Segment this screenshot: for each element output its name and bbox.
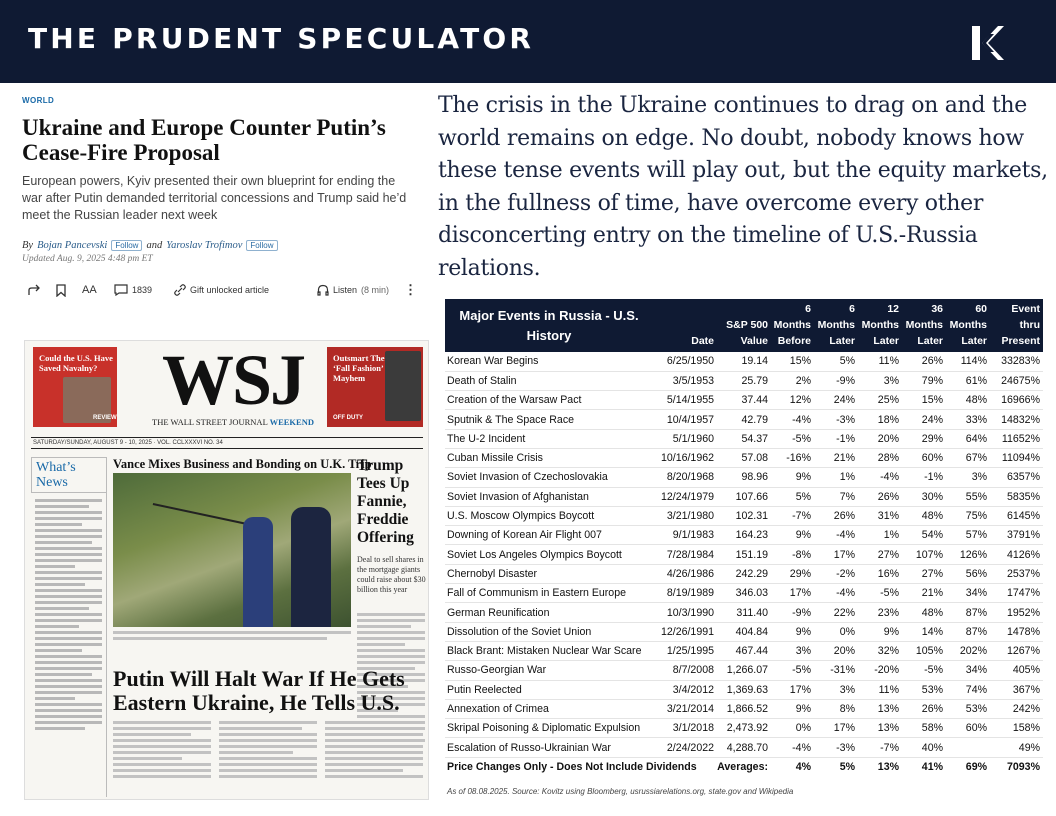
change-6m-later: -2% [814,564,858,583]
sp500-value: 19.14 [717,352,771,371]
story-vance-head: Vance Mixes Business and Bonding on U.K. Trip [113,457,372,471]
change-12m-later: 28% [858,448,902,467]
event-date: 3/21/2014 [653,699,717,718]
teaser-left-tag: REVIEW [93,415,117,421]
sp500-value: 1,369.63 [717,680,771,699]
avg-36m-later: 41% [902,757,946,776]
col-header-6m-later: 6 Months Later [814,299,858,352]
change-12m-later: 31% [858,506,902,525]
sp500-value: 151.19 [717,545,771,564]
event-name: Black Brant: Mistaken Nuclear War Scare [445,641,653,660]
change-36m-later: 105% [902,641,946,660]
byline [22,240,422,251]
gift-label: Gift unlocked article [190,285,270,295]
teaser-left-text: Could the U.S. Have Saved Navalny? [39,353,113,373]
event-name: Fall of Communism in Eastern Europe [445,584,653,603]
change-6m-later: -4% [814,526,858,545]
wsj-masthead: WSJ [161,340,305,420]
commentary-text: The crisis in the Ukraine continues to drag on and the world remains on edge. No doubt, nobody knows how these tense events will play out, but the equity markets, in the fullness of time, have overcome every other disconcerting entry on the timeline of U.S.-Russia relations. [438,93,1048,281]
change-thru-present: 2537% [990,564,1043,583]
change-60m-later: 126% [946,545,990,564]
change-thru-present: 6357% [990,468,1043,487]
event-date: 10/16/1962 [653,448,717,467]
photo-person-1 [243,517,273,627]
change-thru-present: 242% [990,699,1043,718]
article-headline: Ukraine and Europe Counter Putin’s Cease-Fire Proposal [22,115,386,165]
change-6m-before: 17% [771,584,814,603]
change-thru-present: 16966% [990,391,1043,410]
footer-note: Price Changes Only - Does Not Include Dividends [445,757,653,776]
event-name: Creation of the Warsaw Pact [445,391,653,410]
teaser-right-photo [385,351,421,421]
change-12m-later: 13% [858,719,902,738]
article-dek: European powers, Kyiv presented their own blueprint for ending the war after Putin demanded territorial concessions and Trump said he’d meet the Russian leader next week [22,174,407,222]
teaser-right-text: Outsmart The ‘Fall Fashion’ Mayhem [333,353,385,383]
change-60m-later: 60% [946,719,990,738]
listen-duration: (8 min) [361,285,390,295]
change-12m-later: -7% [858,738,902,757]
change-12m-later: 11% [858,680,902,699]
change-6m-before: 15% [771,352,814,371]
story-fannie-head: Trump Tees Up Fannie, Freddie Offering [357,457,414,546]
sp500-value: 4,288.70 [717,738,771,757]
table-row [445,448,1043,467]
change-36m-later: 27% [902,564,946,583]
change-12m-later: 11% [858,352,902,371]
table-row [445,506,1043,525]
change-6m-later: 7% [814,487,858,506]
sp500-value: 2,473.92 [717,719,771,738]
sp500-value: 467.44 [717,641,771,660]
change-12m-later: -20% [858,661,902,680]
table-row [445,641,1043,660]
avg-12m-later: 13% [858,757,902,776]
change-6m-before: -4% [771,410,814,429]
event-name: Soviet Invasion of Afghanistan [445,487,653,506]
change-36m-later: -1% [902,468,946,487]
change-36m-later: 54% [902,526,946,545]
link-icon [174,284,186,296]
change-6m-later: 26% [814,506,858,525]
teaser-fashion [327,347,423,427]
change-6m-before: 9% [771,699,814,718]
follow-button-2[interactable]: Follow [246,240,277,251]
teaser-navalny [33,347,117,427]
change-60m-later: 57% [946,526,990,545]
change-6m-later: -9% [814,371,858,390]
photo-caption [113,631,351,643]
table-row [445,391,1043,410]
change-36m-later: 48% [902,506,946,525]
whats-news-title: What’s News [31,457,106,493]
table-header-row [445,299,1043,352]
col-header-6m-before: 6 Months Before [771,299,814,352]
masthead-subtitle [143,417,323,427]
change-12m-later: 26% [858,487,902,506]
event-date: 6/25/1950 [653,352,717,371]
table-row [445,738,1043,757]
follow-button-1[interactable]: Follow [111,240,142,251]
comment-icon [114,284,128,296]
change-6m-before: 5% [771,487,814,506]
change-6m-later: 17% [814,719,858,738]
change-60m-later: 48% [946,391,990,410]
change-thru-present: 405% [990,661,1043,680]
more-options-icon[interactable]: ⋮ [404,282,417,297]
change-6m-before: -16% [771,448,814,467]
change-60m-later: 55% [946,487,990,506]
change-12m-later: 20% [858,429,902,448]
change-12m-later: 32% [858,641,902,660]
event-date: 3/1/2018 [653,719,717,738]
table-row [445,680,1043,699]
change-6m-before: -5% [771,429,814,448]
table-row [445,371,1043,390]
change-6m-before: 0% [771,719,814,738]
masthead-weekend: WEEKEND [269,417,314,427]
sp500-value: 98.96 [717,468,771,487]
sp500-value: 37.44 [717,391,771,410]
kovitz-logo-icon [970,24,1006,62]
change-36m-later: 48% [902,603,946,622]
change-60m-later: 34% [946,584,990,603]
event-name: Downing of Korean Air Flight 007 [445,526,653,545]
change-6m-later: 5% [814,352,858,371]
avg-6m-later: 5% [814,757,858,776]
table-row [445,352,1043,371]
story-putin-text [113,721,423,797]
change-36m-later: 79% [902,371,946,390]
change-36m-later: 15% [902,391,946,410]
sp500-value: 404.84 [717,622,771,641]
change-36m-later: 107% [902,545,946,564]
table-row [445,545,1043,564]
event-date: 8/7/2008 [653,661,717,680]
change-6m-before: 2% [771,371,814,390]
table-row [445,526,1043,545]
event-name: Korean War Begins [445,352,653,371]
event-name: The U-2 Incident [445,429,653,448]
masthead-name: THE WALL STREET JOURNAL [152,417,268,427]
event-date: 10/4/1957 [653,410,717,429]
whats-news-column [31,457,107,797]
article-toolbar [22,280,417,300]
bookmark-icon[interactable] [56,284,66,297]
change-6m-later: 20% [814,641,858,660]
table-row [445,410,1043,429]
change-6m-before: -5% [771,661,814,680]
change-6m-before: -8% [771,545,814,564]
table-row [445,719,1043,738]
change-12m-later: 25% [858,391,902,410]
dateline: SATURDAY/SUNDAY, AUGUST 9 - 10, 2025 · VOL. CCLXXXVI NO. 34 [31,437,423,449]
sp500-value: 1,866.52 [717,699,771,718]
listen-button[interactable] [317,284,389,296]
events-table [445,299,1043,776]
change-60m-later: 64% [946,429,990,448]
event-date: 4/26/1986 [653,564,717,583]
change-60m-later [946,738,990,757]
event-name: Dissolution of the Soviet Union [445,622,653,641]
event-name: Sputnik & The Space Race [445,410,653,429]
change-thru-present: 11094% [990,448,1043,467]
event-date: 10/3/1990 [653,603,717,622]
change-thru-present: 5835% [990,487,1043,506]
change-6m-later: -1% [814,429,858,448]
change-12m-later: 16% [858,564,902,583]
photo-person-2 [291,507,331,627]
avg-60m-later: 69% [946,757,990,776]
change-thru-present: 33283% [990,352,1043,371]
change-60m-later: 67% [946,448,990,467]
change-36m-later: 26% [902,352,946,371]
change-12m-later: 27% [858,545,902,564]
change-6m-later: 3% [814,680,858,699]
change-36m-later: 14% [902,622,946,641]
change-6m-before: 3% [771,641,814,660]
comments-button[interactable] [114,284,152,296]
event-date: 2/24/2022 [653,738,717,757]
change-12m-later: 1% [858,526,902,545]
event-date: 3/4/2012 [653,680,717,699]
change-60m-later: 75% [946,506,990,525]
table-row [445,603,1043,622]
event-date: 5/14/1955 [653,391,717,410]
brand-title: THE PRUDENT SPECULATOR [28,22,535,55]
sp500-value: 102.31 [717,506,771,525]
change-6m-later: 21% [814,448,858,467]
event-date: 8/19/1989 [653,584,717,603]
table-title: Major Events in Russia - U.S. History [445,299,653,352]
change-6m-later: -4% [814,584,858,603]
table-row [445,584,1043,603]
change-60m-later: 87% [946,622,990,641]
change-36m-later: 21% [902,584,946,603]
change-60m-later: 3% [946,468,990,487]
change-6m-later: 22% [814,603,858,622]
updated-timestamp: Updated Aug. 9, 2025 4:48 pm ET [22,254,153,264]
event-name: Soviet Los Angeles Olympics Boycott [445,545,653,564]
event-name: Russo-Georgian War [445,661,653,680]
sp500-value: 242.29 [717,564,771,583]
change-12m-later: -5% [858,584,902,603]
table-row [445,429,1043,448]
event-date: 12/24/1979 [653,487,717,506]
change-36m-later: 30% [902,487,946,506]
table-footer-row [445,757,1043,776]
table-row [445,699,1043,718]
byline-and: and [146,240,163,251]
col-header-60m-later: 60 Months Later [946,299,990,352]
col-header-12m-later: 12 Months Later [858,299,902,352]
sp500-value: 42.79 [717,410,771,429]
event-date: 8/20/1968 [653,468,717,487]
event-date: 12/26/1991 [653,622,717,641]
event-name: Annexation of Crimea [445,699,653,718]
avg-thru-present: 7093% [990,757,1043,776]
event-date: 5/1/1960 [653,429,717,448]
change-thru-present: 1952% [990,603,1043,622]
change-12m-later: 9% [858,622,902,641]
event-name: Escalation of Russo-Ukrainian War [445,738,653,757]
sp500-value: 1,266.07 [717,661,771,680]
change-36m-later: 40% [902,738,946,757]
listen-label: Listen [333,285,358,295]
author-link-1[interactable]: Bojan Pancevski [37,240,108,251]
table-row [445,622,1043,641]
change-thru-present: 4126% [990,545,1043,564]
event-date: 3/21/1980 [653,506,717,525]
col-header-date: Date [653,299,717,352]
article-panel [22,96,422,297]
change-thru-present: 11652% [990,429,1043,448]
sp500-value: 164.23 [717,526,771,545]
sp500-value: 54.37 [717,429,771,448]
event-name: Death of Stalin [445,371,653,390]
col-header-36m-later: 36 Months Later [902,299,946,352]
change-6m-later: -3% [814,738,858,757]
change-60m-later: 61% [946,371,990,390]
change-60m-later: 87% [946,603,990,622]
change-60m-later: 34% [946,661,990,680]
change-60m-later: 74% [946,680,990,699]
header-bar [0,0,1056,83]
event-name: Cuban Missile Crisis [445,448,653,467]
change-60m-later: 53% [946,699,990,718]
change-thru-present: 1747% [990,584,1043,603]
averages-label: Averages: [653,757,771,776]
event-date: 3/5/1953 [653,371,717,390]
change-36m-later: 60% [902,448,946,467]
story-putin-head: Putin Will Halt War If He Gets Eastern Ukraine, He Tells U.S. [113,666,405,715]
change-6m-before: 12% [771,391,814,410]
change-6m-later: 1% [814,468,858,487]
change-thru-present: 3791% [990,526,1043,545]
section-label[interactable]: WORLD [22,96,55,105]
change-60m-later: 202% [946,641,990,660]
event-name: Skripal Poisoning & Diplomatic Expulsion [445,719,653,738]
event-name: Chernobyl Disaster [445,564,653,583]
sp500-value: 311.40 [717,603,771,622]
table-row [445,661,1043,680]
change-6m-later: 24% [814,391,858,410]
byline-prefix: By [22,240,34,251]
change-6m-before: 17% [771,680,814,699]
change-6m-later: 8% [814,699,858,718]
event-date: 7/28/1984 [653,545,717,564]
change-6m-before: 9% [771,468,814,487]
table-row [445,487,1043,506]
whats-news-text [35,499,102,730]
col-header-thru-present: Event thru Present [990,299,1043,352]
headphones-icon [317,284,329,296]
sp500-value: 25.79 [717,371,771,390]
change-36m-later: 24% [902,410,946,429]
change-36m-later: 53% [902,680,946,699]
change-thru-present: 14832% [990,410,1043,429]
teaser-right-tag: OFF DUTY [333,415,363,421]
change-6m-later: -31% [814,661,858,680]
change-12m-later: 13% [858,699,902,718]
share-icon[interactable] [28,284,42,296]
change-6m-later: 0% [814,622,858,641]
change-36m-later: 26% [902,699,946,718]
sp500-value: 346.03 [717,584,771,603]
change-36m-later: 58% [902,719,946,738]
sp500-value: 107.66 [717,487,771,506]
col-header-sp500: S&P 500 Value [717,299,771,352]
change-thru-present: 158% [990,719,1043,738]
change-60m-later: 56% [946,564,990,583]
change-36m-later: 29% [902,429,946,448]
change-12m-later: 23% [858,603,902,622]
change-thru-present: 24675% [990,371,1043,390]
sp500-value: 57.08 [717,448,771,467]
event-name: Soviet Invasion of Czechoslovakia [445,468,653,487]
change-60m-later: 114% [946,352,990,371]
story-fannie-dek: Deal to sell shares in the mortgage giants could raise about $30 billion this year [357,555,426,594]
gift-article-button[interactable] [174,284,269,296]
change-thru-present: 1478% [990,622,1043,641]
change-thru-present: 6145% [990,506,1043,525]
table-row [445,468,1043,487]
change-12m-later: -4% [858,468,902,487]
source-note: As of 08.08.2025. Source: Kovitz using Bloomberg, usrussiarelations.org, state.gov and Wikipedia [447,787,794,796]
event-date: 9/1/1983 [653,526,717,545]
change-6m-later: 17% [814,545,858,564]
author-link-2[interactable]: Yaroslav Trofimov [166,240,243,251]
change-thru-present: 49% [990,738,1043,757]
change-6m-later: -3% [814,410,858,429]
change-thru-present: 1267% [990,641,1043,660]
change-thru-present: 367% [990,680,1043,699]
change-6m-before: 9% [771,622,814,641]
change-6m-before: -7% [771,506,814,525]
front-page-photo [113,473,351,627]
change-12m-later: 3% [858,371,902,390]
comment-count: 1839 [132,285,153,295]
change-6m-before: 9% [771,526,814,545]
event-name: German Reunification [445,603,653,622]
change-12m-later: 18% [858,410,902,429]
event-name: U.S. Moscow Olympics Boycott [445,506,653,525]
avg-6m-before: 4% [771,757,814,776]
change-60m-later: 33% [946,410,990,429]
change-6m-before: 29% [771,564,814,583]
wsj-front-page-image [24,340,429,800]
change-6m-before: -4% [771,738,814,757]
table-row [445,564,1043,583]
event-name: Putin Reelected [445,680,653,699]
change-6m-before: -9% [771,603,814,622]
event-date: 1/25/1995 [653,641,717,660]
change-36m-later: -5% [902,661,946,680]
text-size-icon[interactable]: AA [82,284,97,296]
